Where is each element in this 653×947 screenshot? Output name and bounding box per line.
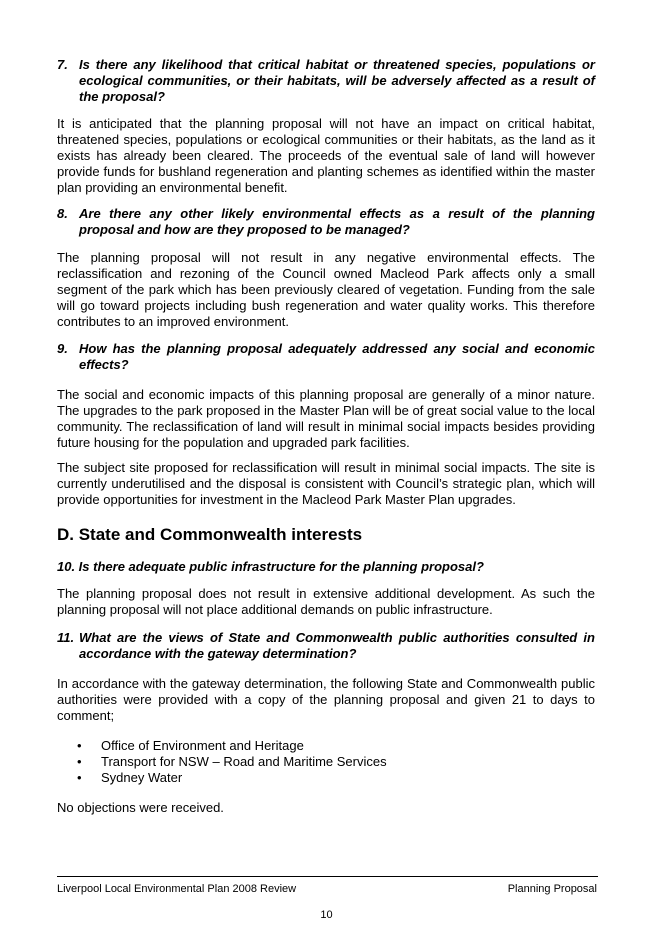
question-number: 11. bbox=[57, 630, 75, 645]
question-number: 7. bbox=[57, 57, 68, 72]
question-text: How has the planning proposal adequately addressed any social and economic effects? bbox=[79, 341, 595, 372]
bullet-icon: • bbox=[77, 754, 82, 769]
section-heading: D. State and Commonwealth interests bbox=[57, 525, 363, 544]
footer-document-title: Liverpool Local Environmental Plan 2008 Review bbox=[57, 883, 297, 895]
question-7 bbox=[57, 57, 595, 105]
answer-10: The planning proposal does not result in extensive additional development. As such the planning proposal will not place additional demands on public infrastructure. bbox=[57, 586, 595, 617]
page-number: 10 bbox=[320, 909, 333, 921]
question-8 bbox=[57, 206, 595, 238]
answer-8: The planning proposal will not result in any negative environmental effects. The reclassification and rezoning of the Council owned Macleod Park affects only a small segment of the park which has been previously cleared of vegetation. Funding from the sale will go toward projects including bush regeneration and water quality works. This therefore contributes to an improved environment. bbox=[57, 250, 595, 329]
question-text: Are there any other likely environmental effects as a result of the planning proposal and how are they proposed to be managed? bbox=[79, 206, 595, 237]
list-item: • Sydney Water bbox=[77, 770, 183, 785]
answer-9-paragraph-2: The subject site proposed for reclassification will result in minimal social impacts. The site is currently underutilised and the disposal is consistent with Council’s strategic plan, which will provide opportunities for investment in the Macleod Park Master Plan upgrades. bbox=[57, 460, 595, 507]
question-10 bbox=[57, 559, 595, 575]
bullet-icon: • bbox=[77, 738, 82, 753]
answer-9-paragraph-1: The social and economic impacts of this planning proposal are generally of a minor nature. The upgrades to the park proposed in the Master Plan will be of great social value to the local community. The reclassification of land will result in minimal social impacts besides providing future housing for the population and upgraded park facilities. bbox=[57, 387, 595, 450]
list-item: • Office of Environment and Heritage bbox=[77, 738, 304, 753]
question-text: What are the views of State and Commonwealth public authorities consulted in accordance with the gateway determination? bbox=[79, 630, 595, 661]
list-item: • Transport for NSW – Road and Maritime Services bbox=[77, 754, 387, 769]
answer-7: It is anticipated that the planning proposal will not have an impact on critical habitat, threatened species, populations or ecological communities or their habitats, as the land as it exists has already been cleared. The proceeds of the eventual sale of land will however provide funds for bushland regeneration and planting schemes as identified within the master plan providing an environmental benefit. bbox=[57, 116, 595, 195]
footer-document-type: Planning Proposal bbox=[507, 883, 597, 895]
bullet-icon: • bbox=[77, 770, 82, 785]
question-text: 10. Is there adequate public infrastructure for the planning proposal? bbox=[57, 559, 484, 574]
closing-statement: No objections were received. bbox=[57, 800, 224, 815]
answer-11: In accordance with the gateway determination, the following State and Commonwealth public authorities were provided with a copy of the planning proposal and given 21 to days to comment; bbox=[57, 676, 595, 723]
footer-divider bbox=[57, 876, 598, 877]
question-number: 9. bbox=[57, 341, 68, 356]
authorities-list bbox=[57, 738, 387, 786]
question-11 bbox=[57, 630, 595, 662]
question-9 bbox=[57, 341, 595, 373]
question-number: 8. bbox=[57, 206, 68, 221]
question-text: Is there any likelihood that critical habitat or threatened species, populations or ecological communities, or their habitats, will be adversely affected as a result of the proposal? bbox=[79, 57, 595, 104]
